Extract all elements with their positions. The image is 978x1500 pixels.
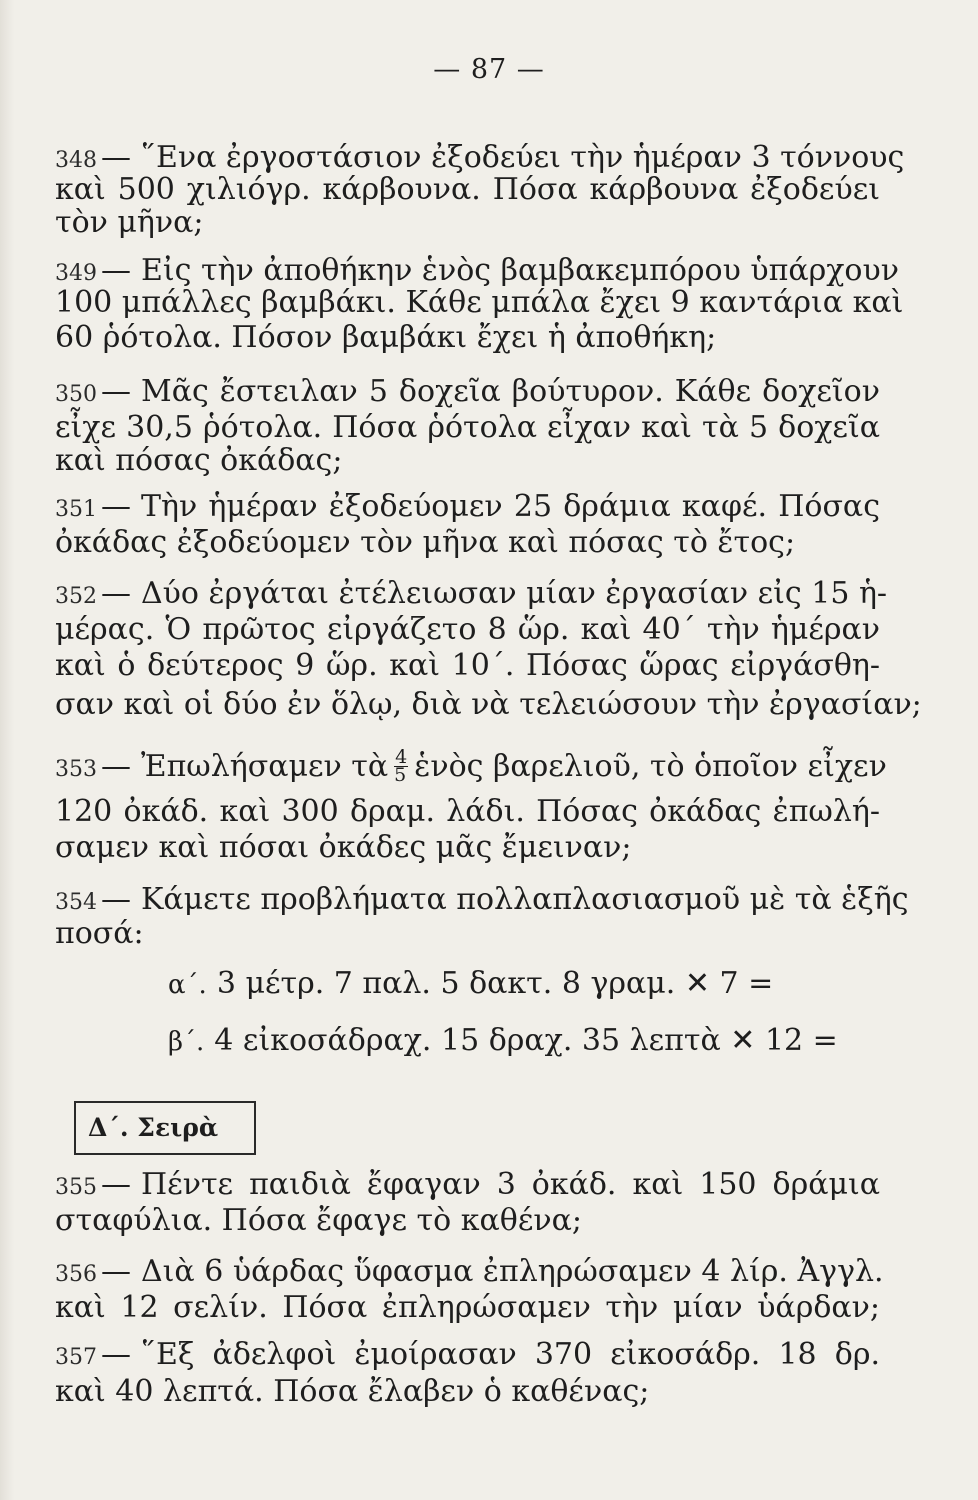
problem-352-line-4: σαν καὶ οἱ δύο ἐν ὅλῳ, διὰ νὰ τελειώσουν τὴν ἐργασίαν; [55,687,922,722]
problem-352-line-1: 352 — Δύο ἐργάται ἐτέλειωσαν μίαν ἐργασίαν εἰς 15 ἡ- [55,576,888,611]
problem-354-item-a: α΄. 3 μέτρ. 7 παλ. 5 δακτ. 8 γραμ. ✕ 7 = [168,966,774,1001]
problem-354-line-1: 354 — Κάμετε προβλήματα πολλαπλασιασμοῦ μὲ τὰ ἑξῆς [55,882,909,917]
problem-356-line-1: 356 — Διὰ 6 ὑάρδας ὕφασμα ἐπληρώσαμεν 4 λίρ. Ἀγγλ. [55,1254,884,1289]
problem-355-line-2: σταφύλια. Πόσα ἔφαγε τὸ καθένα; [55,1203,582,1238]
problem-number: 350 [55,382,97,407]
problem-number: 356 [55,1262,97,1287]
problem-number: 355 [55,1175,97,1200]
problem-353-line-2: 120 ὀκάδ. καὶ 300 δραμ. λάδι. Πόσας ὀκάδας ἐπωλή- [55,794,880,829]
problem-349-line-3: 60 ῥότολα. Πόσον βαμβάκι ἔχει ἡ ἀποθήκη; [55,320,717,355]
problem-number: 352 [55,584,97,609]
problem-350-line-2: εἶχε 30,5 ῥότολα. Πόσα ῥότολα εἶχαν καὶ τὰ 5 δοχεῖα [55,410,880,445]
problem-355-line-1: 355 — Πέντε παιδιὰ ἔφαγαν 3 ὀκάδ. καὶ 150 δράμια [55,1167,880,1202]
problem-number: 353 [55,757,97,782]
problem-349-line-1: 349 — Εἰς τὴν ἀποθήκην ἑνὸς βαμβακεμπόρου ὑπάρχουν [55,253,899,288]
problem-353-line-3: σαμεν καὶ πόσαι ὀκάδες μᾶς ἔμειναν; [55,830,632,865]
problem-number: 348 [55,148,97,173]
problem-351-line-1: 351 — Τὴν ἡμέραν ἐξοδεύομεν 25 δράμια καφέ. Πόσας [55,489,880,524]
problem-349-line-2: 100 μπάλλες βαμβάκι. Κάθε μπάλα ἔχει 9 καντάρια καὶ [55,285,904,320]
problem-350-line-1: 350 — Μᾶς ἔστειλαν 5 δοχεῖα βούτυρον. Κάθε δοχεῖον [55,374,880,409]
series-heading: Δ΄. Σειρὰ [74,1101,256,1155]
problem-number: 357 [55,1345,97,1370]
page-number: — 87 — [433,54,545,85]
problem-348-line-3: τὸν μῆνα; [55,205,204,240]
problem-357-line-1: 357 — ῞Εξ ἀδελφοὶ ἐμοίρασαν 370 εἰκοσάδρ. 18 δρ. [55,1337,880,1372]
problem-351-line-2: ὀκάδας ἐξοδεύομεν τὸν μῆνα καὶ πόσας τὸ ἔτος; [55,525,796,560]
problem-356-line-2: καὶ 12 σελίν. Πόσα ἐπληρώσαμεν τὴν μίαν ὑάρδαν; [55,1290,880,1325]
problem-352-line-3: καὶ ὁ δεύτερος 9 ὥρ. καὶ 10΄. Πόσας ὥρας εἰργάσθη- [55,648,880,683]
problem-number: 354 [55,890,97,915]
problem-352-line-2: μέρας. Ὁ πρῶτος εἰργάζετο 8 ὥρ. καὶ 40΄ τὴν ἡμέραν [55,612,880,647]
problem-350-line-3: καὶ πόσας ὀκάδας; [55,443,343,478]
problem-357-line-2: καὶ 40 λεπτά. Πόσα ἔλαβεν ὁ καθένας; [55,1374,650,1409]
problem-348-line-1: 348 — ῞Ενα ἐργοστάσιον ἐξοδεύει τὴν ἡμέραν 3 τόννους [55,140,905,175]
problem-348-line-2: καὶ 500 χιλιόγρ. κάρβουνα. Πόσα κάρβουνα ἐξοδεύει [55,172,880,207]
problem-number: 351 [55,497,97,522]
problem-354-item-b: β΄. 4 εἰκοσάδραχ. 15 δραχ. 35 λεπτὰ ✕ 12 = [168,1023,838,1058]
fraction: $\frac{4}{5}$ [394,745,408,786]
problem-number: 349 [55,261,97,286]
problem-354-line-2: ποσά: [55,916,144,951]
binding-edge [0,0,14,1500]
problem-353-line-1: 353 — Ἐπωλήσαμεν τὰ $\frac{4}{5}$ ἑνὸς βαρελιοῦ, τὸ ὁποῖον εἶχεν [55,745,887,786]
